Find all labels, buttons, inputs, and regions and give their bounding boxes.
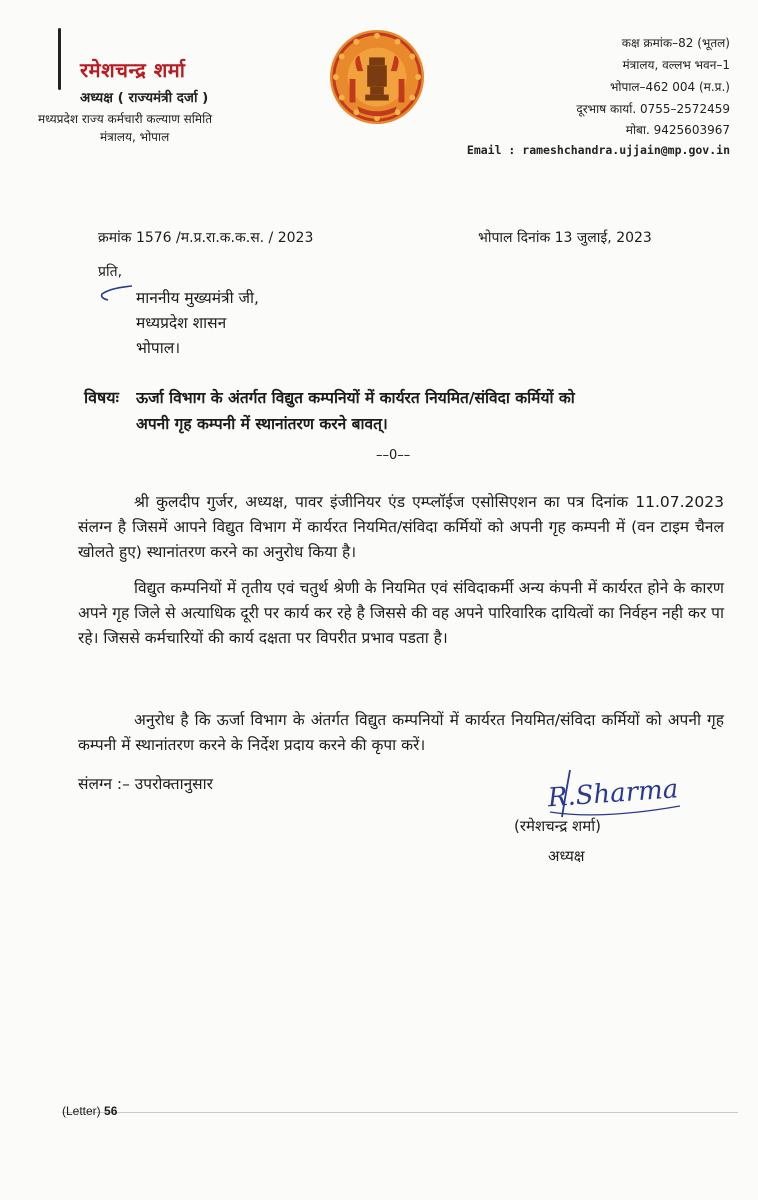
signatory-name: (रमेशचन्द्र शर्मा) xyxy=(514,817,601,835)
phone-mobile: मोबा. 9425603967 xyxy=(625,123,730,137)
pen-tick-mark-icon xyxy=(96,282,136,304)
mp-state-emblem-icon xyxy=(328,28,426,126)
recipient-prefix: प्रति, xyxy=(98,264,123,280)
phone-office: दूरभाष कार्या. 0755–2572459 xyxy=(576,102,730,116)
body-paragraph-3: अनुरोध है कि ऊर्जा विभाग के अंतर्गत विद्युत कम्पनियों में कार्यरत नियमित/संविदा कर्मियों को अपनी गृह कम्पनी में स्थानांतरण करने के निर्देश प्रदाय करने की कृपा करें। xyxy=(78,711,724,754)
footer-label-text: (Letter) xyxy=(62,1104,101,1118)
sender-name: रमेशचन्द्र शर्मा xyxy=(80,58,186,82)
address-room: कक्ष क्रमांक–82 (भूतल) xyxy=(621,36,730,50)
footer-rule xyxy=(62,1112,738,1113)
subject-label: विषयः xyxy=(84,388,119,407)
recipient-line-2: मध्यप्रदेश शासन xyxy=(136,314,227,332)
subject-line-1: ऊर्जा विभाग के अंतर्गत विद्युत कम्पनियों में कार्यरत नियमित/संविदा कर्मियों को xyxy=(136,389,575,407)
signatory-designation: अध्यक्ष xyxy=(548,847,585,865)
reference-number: क्रमांक 1576 /म.प्र.रा.क.क.स. / 2023 xyxy=(98,230,314,246)
subject-separator: ––0–– xyxy=(376,448,411,463)
recipient-line-3: भोपाल। xyxy=(136,339,181,357)
address-building: मंत्रालय, वल्लभ भवन–1 xyxy=(622,58,730,72)
body-paragraph-1: श्री कुलदीप गुर्जर, अध्यक्ष, पावर इंजीनियर एंड एम्प्लॉईज एसोसिएशन का पत्र दिनांक 11.07.2023 संलग्न है जिसमें आपने विद्युत विभाग में कार्यरत नियमित/संविदा कर्मियों को अपनी गृह कम्पनी में (वन टाइम चैनल खोलते हुए) स्थानांतरण करने का अनुरोध किया है। xyxy=(78,493,724,561)
sender-organization: मध्यप्रदेश राज्य कर्मचारी कल्याण समिति xyxy=(38,112,213,126)
email: Email : rameshchandra.ujjain@mp.gov.in xyxy=(466,143,730,157)
recipient-line-1: माननीय मुख्यमंत्री जी, xyxy=(136,289,259,307)
subject-line-2: अपनी गृह कम्पनी में स्थानांतरण करने बावत्। xyxy=(136,415,388,433)
letter-date: भोपाल दिनांक 13 जुलाई, 2023 xyxy=(478,230,652,246)
sender-office: मंत्रालय, भोपाल xyxy=(100,130,170,144)
letterhead-accent-bar xyxy=(58,28,61,90)
sender-title: अध्यक्ष ( राज्यमंत्री दर्जा ) xyxy=(80,90,209,106)
signature-text: R.Sharma xyxy=(546,774,680,814)
footer-number: 56 xyxy=(104,1104,118,1118)
handwritten-signature xyxy=(540,762,690,824)
body-paragraph-2: विद्युत कम्पनियों में तृतीय एवं चतुर्थ श्रेणी के नियमित एवं संविदाकर्मी अन्य कंपनी में कार्यरत होने के कारण अपने गृह जिले से अत्याधिक दूरी पर कार्य कर रहे है जिससे की वह अपने पारिवारिक दायित्वों का निर्वहन नही कर पा रहे। जिससे कर्मचारियों की कार्य दक्षता पर विपरीत प्रभाव पडता है। xyxy=(78,579,724,647)
address-city: भोपाल–462 004 (म.प्र.) xyxy=(609,80,730,94)
enclosure-note: संलग्न :– उपरोक्तानुसार xyxy=(78,775,214,793)
footer-label xyxy=(62,1104,117,1118)
